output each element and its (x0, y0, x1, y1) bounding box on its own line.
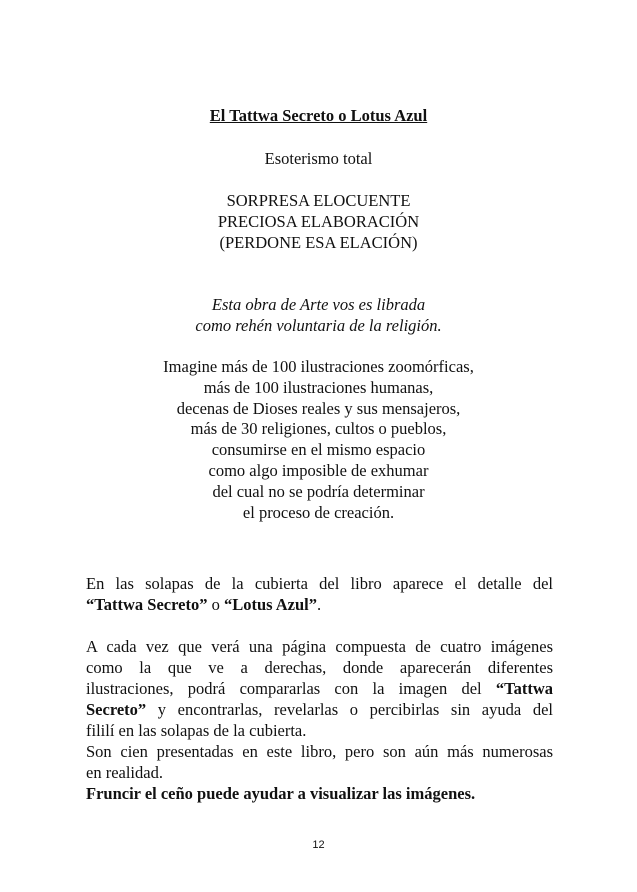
page-number: 12 (312, 839, 325, 851)
caps-heading-block (0, 190, 637, 253)
paragraph-line: Son cien presentadas en este libro, pero son aún más numerosas (86, 742, 553, 761)
paragraph-line: en realidad. (86, 763, 163, 782)
connector-text: o (207, 595, 224, 614)
centered-description (0, 357, 637, 523)
description-line: Imagine más de 100 ilustraciones zoomórficas, (163, 357, 474, 376)
paragraph-line (86, 678, 553, 699)
caps-line: SORPRESA ELOCUENTE (226, 191, 411, 210)
paragraph-line: En las solapas de la cubierta del libro aparece el detalle del (86, 574, 553, 593)
italic-dedication (0, 294, 637, 336)
description-line: más de 100 ilustraciones humanas, (203, 377, 434, 397)
caps-line: PRECIOSA ELABORACIÓN (217, 212, 420, 231)
paragraph-line: fililí en las solapas de la cubierta. (86, 721, 307, 740)
italic-line: Esta obra de Arte vos es librada (211, 295, 426, 314)
paragraph-line (86, 594, 553, 615)
bold-closing-line (86, 783, 553, 804)
bold-term: “Tattwa Secreto” (86, 595, 208, 614)
caps-line: (PERDONE ESA ELACIÓN) (219, 233, 418, 252)
line-text: y encontrarlas, revelarlas o percibirlas sin ayuda del (146, 700, 553, 719)
italic-line: como rehén voluntaria de la religión. (195, 316, 442, 335)
paragraph-line (86, 699, 553, 720)
bold-term: “Tattwa (495, 679, 553, 698)
subtitle: Esoterismo total (264, 149, 373, 168)
bold-term: “Lotus Azul” (223, 595, 318, 614)
page-title: El Tattwa Secreto o Lotus Azul (209, 106, 428, 125)
line-text: ilustraciones, podrá compararlas con la imagen del (86, 679, 496, 698)
description-line: decenas de Dioses reales y sus mensajeros, (176, 398, 461, 418)
bold-statement: Fruncir el ceño puede ayudar a visualizar las imágenes. (86, 784, 476, 803)
description-line: el proceso de creación. (242, 502, 395, 522)
paragraph-solapas (86, 573, 553, 615)
paragraph-line: como la que ve a derechas, donde aparecerán diferentes (86, 658, 553, 677)
bold-term: Secreto” (86, 700, 147, 719)
description-line: consumirse en el mismo espacio (211, 440, 426, 460)
paragraph-imagenes (86, 636, 553, 804)
description-line: más de 30 religiones, cultos o pueblos, (190, 419, 447, 439)
description-line: del cual no se podría determinar (212, 481, 425, 501)
paragraph-line: A cada vez que verá una página compuesta de cuatro imágenes (86, 637, 553, 656)
period-text: . (317, 595, 322, 614)
description-line: como algo imposible de exhumar (208, 460, 429, 480)
